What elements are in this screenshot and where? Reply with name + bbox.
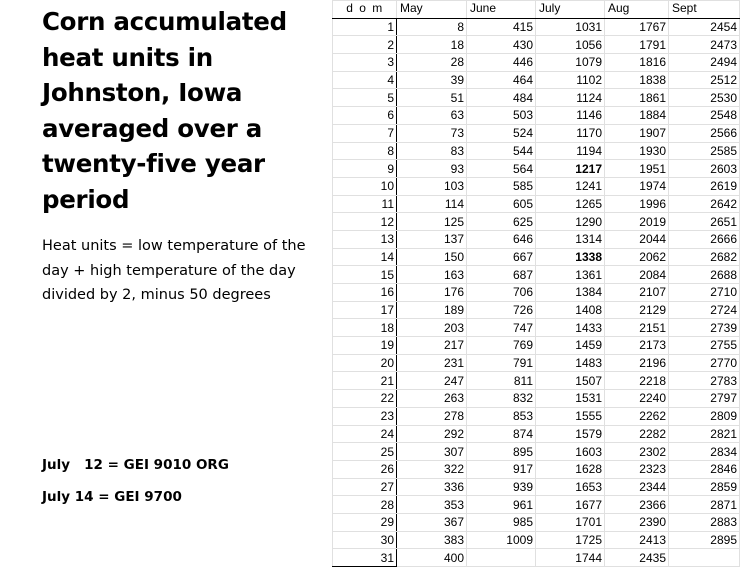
cell-sept: 2651: [669, 213, 740, 231]
cell-june: 791: [467, 354, 536, 372]
cell-dom: 18: [333, 319, 397, 337]
cell-aug: 1791: [605, 36, 669, 54]
cell-sept: 2770: [669, 354, 740, 372]
table-row: [333, 124, 740, 142]
cell-dom: 27: [333, 478, 397, 496]
cell-june: 726: [467, 301, 536, 319]
cell-aug: 1861: [605, 89, 669, 107]
table-row: [333, 372, 740, 390]
cell-july: 1701: [536, 513, 605, 531]
cell-sept: 2871: [669, 496, 740, 514]
cell-may: 51: [397, 89, 467, 107]
cell-june: 747: [467, 319, 536, 337]
cell-may: 400: [397, 549, 467, 567]
cell-july: 1265: [536, 195, 605, 213]
cell-may: 114: [397, 195, 467, 213]
page-title: Corn accumulated heat units in Johnston, Iowa averaged over a twenty-five year period: [42, 7, 287, 214]
cell-june: 811: [467, 372, 536, 390]
cell-june: 917: [467, 460, 536, 478]
cell-dom: 10: [333, 177, 397, 195]
table-row: [333, 54, 740, 72]
cell-dom: 20: [333, 354, 397, 372]
cell-dom: 13: [333, 230, 397, 248]
cell-dom: 14: [333, 248, 397, 266]
cell-sept: 2834: [669, 443, 740, 461]
table-row: [333, 266, 740, 284]
table-row: [333, 89, 740, 107]
cell-sept: 2883: [669, 513, 740, 531]
cell-sept: 2809: [669, 407, 740, 425]
cell-july: 1290: [536, 213, 605, 231]
table-row: [333, 443, 740, 461]
table-row: [333, 513, 740, 531]
table-row: [333, 460, 740, 478]
cell-aug: 1951: [605, 160, 669, 178]
cell-july: 1314: [536, 230, 605, 248]
cell-may: 247: [397, 372, 467, 390]
cell-may: 322: [397, 460, 467, 478]
cell-may: 18: [397, 36, 467, 54]
table-row: [333, 195, 740, 213]
cell-july: 1361: [536, 266, 605, 284]
cell-aug: 2435: [605, 549, 669, 567]
cell-aug: 1884: [605, 107, 669, 125]
cell-june: 706: [467, 284, 536, 302]
cell-aug: 2240: [605, 390, 669, 408]
cell-july: 1338: [536, 248, 605, 266]
cell-june: 939: [467, 478, 536, 496]
cell-june: [467, 549, 536, 567]
cell-dom: 8: [333, 142, 397, 160]
cell-june: 769: [467, 337, 536, 355]
cell-june: 524: [467, 124, 536, 142]
cell-july: 1384: [536, 284, 605, 302]
cell-july: 1531: [536, 390, 605, 408]
cell-dom: 21: [333, 372, 397, 390]
cell-dom: 6: [333, 107, 397, 125]
cell-july: 1744: [536, 549, 605, 567]
cell-june: 895: [467, 443, 536, 461]
cell-june: 832: [467, 390, 536, 408]
note-july-12: July 12 = GEI 9010 ORG: [42, 457, 229, 473]
cell-dom: 31: [333, 549, 397, 567]
cell-aug: 2019: [605, 213, 669, 231]
cell-may: 231: [397, 354, 467, 372]
cell-aug: 1907: [605, 124, 669, 142]
cell-june: 853: [467, 407, 536, 425]
cell-aug: 2282: [605, 425, 669, 443]
cell-may: 73: [397, 124, 467, 142]
cell-july: 1056: [536, 36, 605, 54]
cell-sept: 2710: [669, 284, 740, 302]
cell-june: 667: [467, 248, 536, 266]
cell-dom: 3: [333, 54, 397, 72]
cell-may: 383: [397, 531, 467, 549]
cell-dom: 16: [333, 284, 397, 302]
heat-unit-definition: Heat units = low temperature of the day + high temperature of the day divided by 2, minus 50 degrees: [42, 238, 306, 303]
table-body: [333, 18, 740, 566]
cell-dom: 29: [333, 513, 397, 531]
cell-aug: 1767: [605, 18, 669, 36]
column-header-june: June: [467, 1, 536, 19]
cell-july: 1124: [536, 89, 605, 107]
cell-sept: 2895: [669, 531, 740, 549]
cell-july: 1628: [536, 460, 605, 478]
cell-june: 464: [467, 71, 536, 89]
cell-aug: 1816: [605, 54, 669, 72]
cell-july: 1677: [536, 496, 605, 514]
cell-aug: 1838: [605, 71, 669, 89]
table-header-row: [333, 1, 740, 19]
cell-may: 292: [397, 425, 467, 443]
cell-sept: 2512: [669, 71, 740, 89]
table-row: [333, 177, 740, 195]
table-row: [333, 337, 740, 355]
cell-may: 336: [397, 478, 467, 496]
cell-july: 1459: [536, 337, 605, 355]
cell-may: 28: [397, 54, 467, 72]
cell-july: 1603: [536, 443, 605, 461]
cell-may: 176: [397, 284, 467, 302]
cell-dom: 30: [333, 531, 397, 549]
cell-sept: 2619: [669, 177, 740, 195]
table-row: [333, 407, 740, 425]
cell-sept: 2846: [669, 460, 740, 478]
cell-sept: 2530: [669, 89, 740, 107]
cell-sept: 2666: [669, 230, 740, 248]
cell-sept: 2755: [669, 337, 740, 355]
cell-dom: 1: [333, 18, 397, 36]
cell-june: 605: [467, 195, 536, 213]
table-row: [333, 142, 740, 160]
cell-aug: 2366: [605, 496, 669, 514]
table-row: [333, 36, 740, 54]
cell-may: 83: [397, 142, 467, 160]
cell-june: 503: [467, 107, 536, 125]
cell-july: 1408: [536, 301, 605, 319]
cell-dom: 19: [333, 337, 397, 355]
cell-sept: 2739: [669, 319, 740, 337]
cell-dom: 26: [333, 460, 397, 478]
cell-dom: 5: [333, 89, 397, 107]
table-row: [333, 160, 740, 178]
cell-may: 263: [397, 390, 467, 408]
cell-aug: 2323: [605, 460, 669, 478]
cell-dom: 24: [333, 425, 397, 443]
cell-dom: 7: [333, 124, 397, 142]
cell-sept: 2494: [669, 54, 740, 72]
cell-may: 63: [397, 107, 467, 125]
cell-june: 484: [467, 89, 536, 107]
cell-may: 103: [397, 177, 467, 195]
cell-aug: 2262: [605, 407, 669, 425]
cell-july: 1194: [536, 142, 605, 160]
cell-aug: 2044: [605, 230, 669, 248]
cell-july: 1241: [536, 177, 605, 195]
cell-july: 1653: [536, 478, 605, 496]
table-row: [333, 390, 740, 408]
table-row: [333, 284, 740, 302]
cell-july: 1217: [536, 160, 605, 178]
cell-aug: 1996: [605, 195, 669, 213]
cell-june: 446: [467, 54, 536, 72]
cell-dom: 2: [333, 36, 397, 54]
cell-dom: 25: [333, 443, 397, 461]
cell-june: 625: [467, 213, 536, 231]
cell-june: 874: [467, 425, 536, 443]
cell-dom: 4: [333, 71, 397, 89]
cell-sept: 2797: [669, 390, 740, 408]
table-row: [333, 230, 740, 248]
cell-june: 687: [467, 266, 536, 284]
cell-sept: 2454: [669, 18, 740, 36]
cell-june: 564: [467, 160, 536, 178]
cell-may: 307: [397, 443, 467, 461]
cell-sept: 2473: [669, 36, 740, 54]
cell-july: 1146: [536, 107, 605, 125]
cell-aug: 2084: [605, 266, 669, 284]
cell-may: 278: [397, 407, 467, 425]
cell-may: 217: [397, 337, 467, 355]
cell-july: 1579: [536, 425, 605, 443]
cell-sept: 2642: [669, 195, 740, 213]
cell-dom: 17: [333, 301, 397, 319]
table-row: [333, 301, 740, 319]
cell-july: 1031: [536, 18, 605, 36]
cell-july: 1102: [536, 71, 605, 89]
cell-may: 367: [397, 513, 467, 531]
cell-dom: 23: [333, 407, 397, 425]
table-row: [333, 549, 740, 567]
cell-june: 415: [467, 18, 536, 36]
table-row: [333, 425, 740, 443]
cell-july: 1483: [536, 354, 605, 372]
column-header-dom: d o m: [333, 1, 397, 19]
heat-units-table: [332, 0, 740, 567]
cell-sept: 2603: [669, 160, 740, 178]
cell-may: 163: [397, 266, 467, 284]
cell-june: 985: [467, 513, 536, 531]
cell-dom: 22: [333, 390, 397, 408]
cell-aug: 2218: [605, 372, 669, 390]
cell-may: 39: [397, 71, 467, 89]
table-row: [333, 71, 740, 89]
cell-july: 1433: [536, 319, 605, 337]
cell-june: 1009: [467, 531, 536, 549]
cell-july: 1555: [536, 407, 605, 425]
table-row: [333, 354, 740, 372]
cell-sept: [669, 549, 740, 567]
table-row: [333, 319, 740, 337]
cell-july: 1725: [536, 531, 605, 549]
cell-dom: 28: [333, 496, 397, 514]
table-row: [333, 531, 740, 549]
cell-june: 430: [467, 36, 536, 54]
cell-aug: 2062: [605, 248, 669, 266]
cell-aug: 2413: [605, 531, 669, 549]
cell-dom: 9: [333, 160, 397, 178]
cell-aug: 2344: [605, 478, 669, 496]
table-row: [333, 18, 740, 36]
cell-aug: 2129: [605, 301, 669, 319]
cell-may: 353: [397, 496, 467, 514]
cell-aug: 2196: [605, 354, 669, 372]
note-july-14: July 14 = GEI 9700: [42, 489, 182, 505]
cell-aug: 2302: [605, 443, 669, 461]
cell-june: 646: [467, 230, 536, 248]
table-row: [333, 107, 740, 125]
column-header-may: May: [397, 1, 467, 19]
cell-may: 203: [397, 319, 467, 337]
column-header-july: July: [536, 1, 605, 19]
cell-sept: 2821: [669, 425, 740, 443]
cell-may: 8: [397, 18, 467, 36]
cell-july: 1507: [536, 372, 605, 390]
cell-may: 93: [397, 160, 467, 178]
cell-may: 125: [397, 213, 467, 231]
cell-sept: 2585: [669, 142, 740, 160]
table-row: [333, 496, 740, 514]
table-row: [333, 248, 740, 266]
cell-aug: 1930: [605, 142, 669, 160]
cell-dom: 12: [333, 213, 397, 231]
table-row: [333, 213, 740, 231]
cell-july: 1079: [536, 54, 605, 72]
cell-dom: 15: [333, 266, 397, 284]
cell-aug: 2390: [605, 513, 669, 531]
cell-sept: 2566: [669, 124, 740, 142]
column-header-sept: Sept: [669, 1, 740, 19]
cell-may: 189: [397, 301, 467, 319]
cell-sept: 2724: [669, 301, 740, 319]
table-row: [333, 478, 740, 496]
cell-sept: 2682: [669, 248, 740, 266]
cell-sept: 2783: [669, 372, 740, 390]
cell-sept: 2688: [669, 266, 740, 284]
cell-july: 1170: [536, 124, 605, 142]
cell-dom: 11: [333, 195, 397, 213]
cell-june: 544: [467, 142, 536, 160]
cell-aug: 2107: [605, 284, 669, 302]
cell-may: 150: [397, 248, 467, 266]
cell-aug: 2151: [605, 319, 669, 337]
cell-aug: 1974: [605, 177, 669, 195]
cell-sept: 2548: [669, 107, 740, 125]
cell-sept: 2859: [669, 478, 740, 496]
column-header-aug: Aug: [605, 1, 669, 19]
cell-aug: 2173: [605, 337, 669, 355]
cell-june: 585: [467, 177, 536, 195]
cell-june: 961: [467, 496, 536, 514]
cell-may: 137: [397, 230, 467, 248]
